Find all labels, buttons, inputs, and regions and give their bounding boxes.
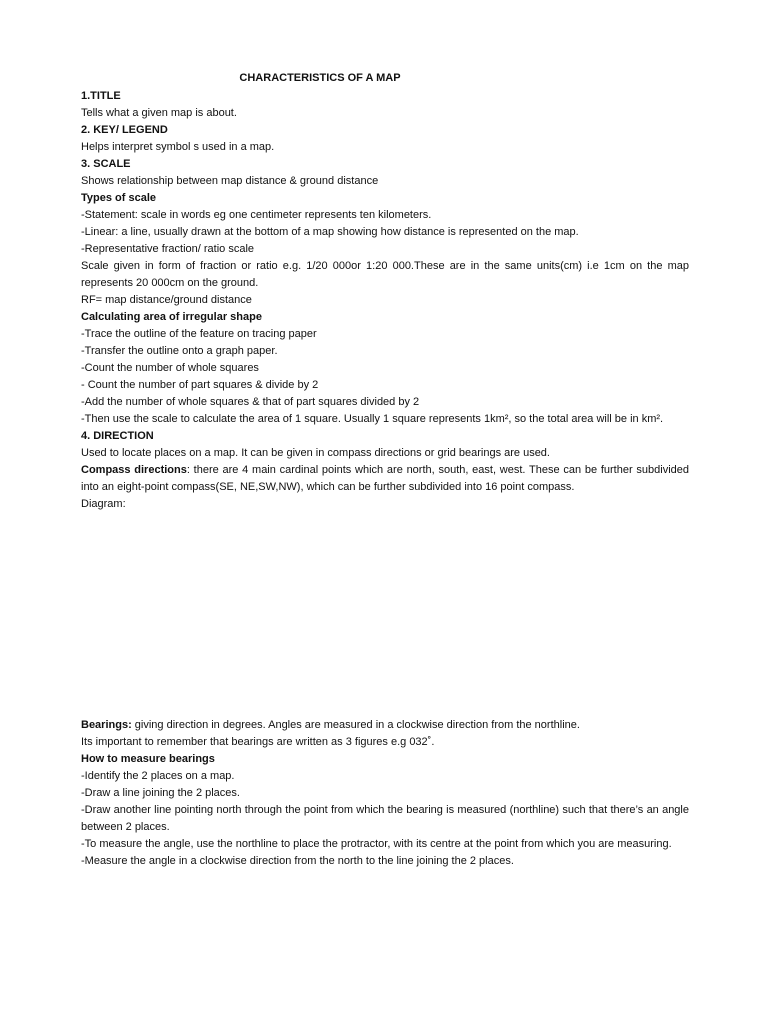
paragraph: Used to locate places on a map. It can be given in compass directions or grid bearings are used. [81, 447, 550, 459]
list-item: -Representative fraction/ ratio scale [81, 243, 255, 255]
list-item: -Trace the outline of the feature on tracing paper [81, 328, 317, 340]
list-item: -Identify the 2 places on a map. [81, 770, 235, 782]
list-item: - Count the number of part squares & divide by 2 [81, 379, 319, 391]
paragraph: Tells what a given map is about. [81, 107, 237, 119]
list-item: -Draw a line joining the 2 places. [81, 787, 240, 799]
subheading-types-of-scale: Types of scale [81, 192, 156, 204]
subheading-area: Calculating area of irregular shape [81, 311, 262, 323]
subheading-measure-bearings: How to measure bearings [81, 753, 215, 765]
paragraph: Helps interpret symbol s used in a map. [81, 141, 275, 153]
paragraph-compass [81, 462, 689, 496]
paragraph-bearings [81, 717, 689, 734]
section-heading-direction: 4. DIRECTION [81, 430, 154, 442]
paragraph: Its important to remember that bearings are written as 3 figures e.g 032˚. [81, 736, 435, 748]
list-item: -Draw another line pointing north through the point from which the bearing is measured (northline) such that there’s an angle between 2 places. [81, 804, 689, 833]
bearings-label: Bearings: [81, 719, 132, 731]
formula-line: RF= map distance/ground distance [81, 294, 252, 306]
list-item: -Measure the angle in a clockwise direction from the north to the line joining the 2 places. [81, 855, 514, 867]
section-heading-key-legend: 2. KEY/ LEGEND [81, 124, 168, 136]
diagram-label: Diagram: [81, 498, 126, 510]
diagram-placeholder [81, 513, 689, 717]
compass-label: Compass directions [81, 464, 187, 476]
list-item: -Add the number of whole squares & that of part squares divided by 2 [81, 396, 420, 408]
document-title: CHARACTERISTICS OF A MAP [239, 72, 401, 84]
list-item: -Count the number of whole squares [81, 362, 259, 374]
paragraph: Shows relationship between map distance & ground distance [81, 175, 379, 187]
section-heading-title: 1.TITLE [81, 90, 121, 102]
list-item: -Statement: scale in words eg one centimeter represents ten kilometers. [81, 209, 432, 221]
list-item: -To measure the angle, use the northline to place the protractor, with its centre at the point from which you are measuring. [81, 838, 672, 850]
list-item: -Then use the scale to calculate the area of 1 square. Usually 1 square represents 1km², so the total area will be in km². [81, 413, 664, 425]
list-item: -Transfer the outline onto a graph paper. [81, 345, 278, 357]
section-heading-scale: 3. SCALE [81, 158, 131, 170]
bearings-text: giving direction in degrees. Angles are measured in a clockwise direction from the northline. [131, 719, 580, 731]
paragraph: Scale given in form of fraction or ratio e.g. 1/20 000or 1:20 000.These are in the same units(cm) i.e 1cm on the map represents 20 000cm on the ground. [81, 260, 689, 289]
document-body [81, 88, 689, 870]
list-item: -Linear: a line, usually drawn at the bottom of a map showing how distance is represented on the map. [81, 226, 579, 238]
compass-text: : there are 4 main cardinal points which are north, south, east, west. These can be further subdivided into an eight-point compass(SE, NE,SW,NW), which can be further subdivided into 16 point compass. [81, 464, 689, 493]
